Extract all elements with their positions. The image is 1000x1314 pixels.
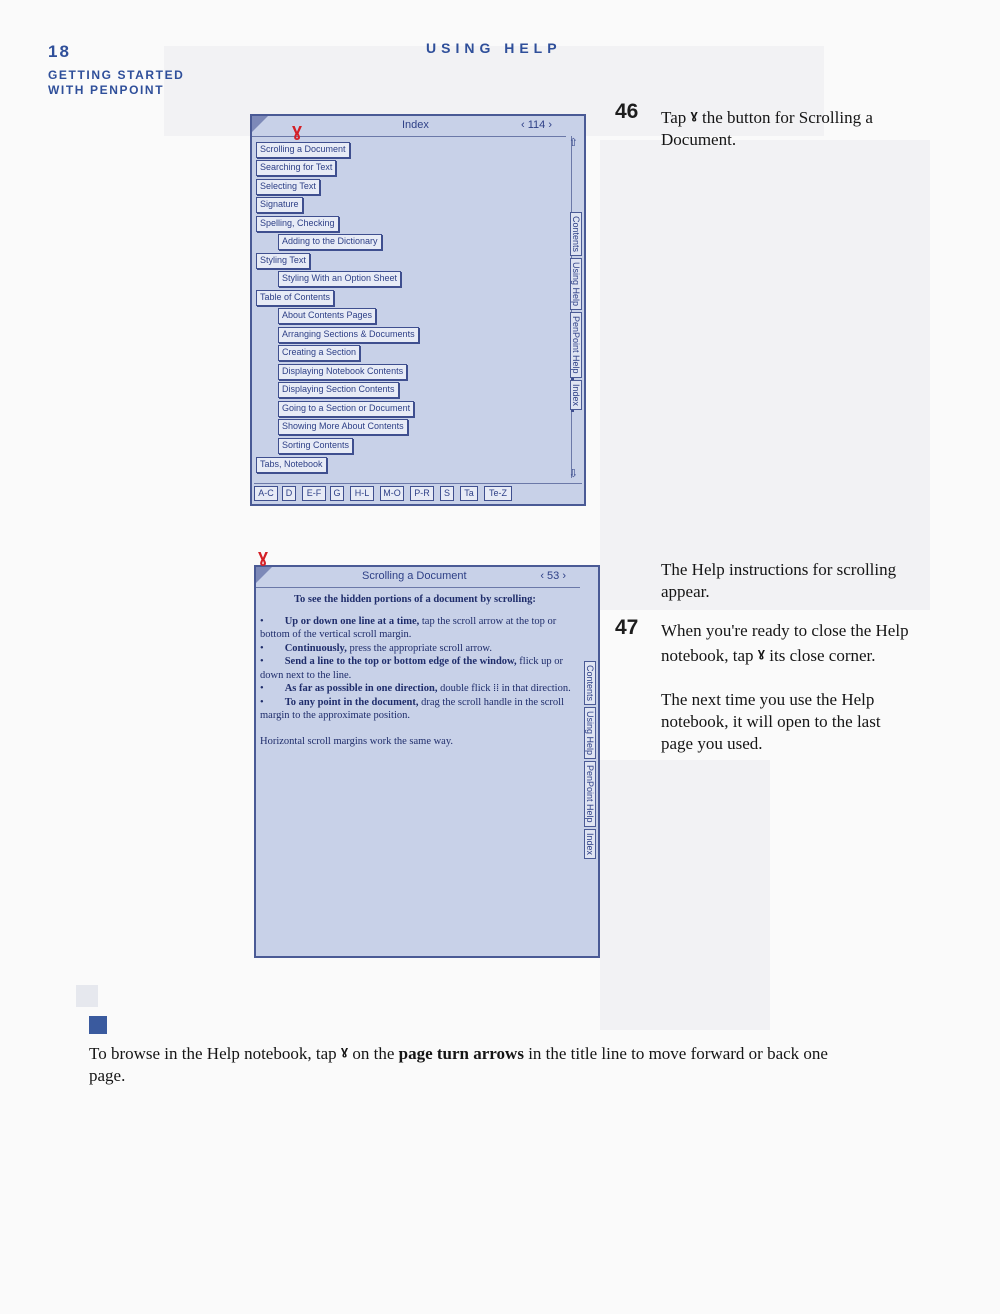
bullet-item: • Up or down one line at a time, tap the scroll arrow at the top or bottom of the vertical scroll margin. — [260, 615, 557, 640]
notebook-tabs — [584, 661, 600, 861]
doc-footer: Horizontal scroll margins work the same way. — [260, 735, 454, 747]
tab-contents[interactable]: Contents — [584, 661, 596, 705]
index-item[interactable]: Creating a Section — [278, 345, 360, 361]
help-page-screen — [254, 565, 600, 958]
doc-heading: To see the hidden portions of a document by scrolling: — [294, 594, 536, 605]
page-turn-arrows[interactable]: ‹ 53 › — [540, 570, 566, 582]
index-letter-button[interactable]: D — [282, 486, 296, 501]
scroll-up-arrow-icon[interactable]: ⇧ — [568, 137, 578, 149]
page-number: 18 — [48, 42, 71, 61]
index-item[interactable]: About Contents Pages — [278, 308, 376, 324]
tab-using-help[interactable]: Using Help — [584, 707, 596, 759]
tip-emphasis: page turn arrows — [398, 1044, 524, 1063]
step-text: its close corner. — [769, 646, 876, 665]
bullet-item: • Continuously, press the appropriate scroll arrow. — [260, 642, 492, 654]
scroll-down-arrow-icon[interactable]: ⇩ — [568, 468, 578, 480]
index-letter-button[interactable]: A-C — [254, 486, 278, 501]
step-text: the button for Scrolling a Document. — [661, 108, 873, 149]
help-document-text — [260, 593, 578, 756]
help-index-screen — [250, 114, 586, 506]
running-title: USING HELP — [426, 40, 562, 56]
tip-text-part: in the title line to move forward or back one page. — [89, 1044, 828, 1085]
index-letter-button[interactable]: M-O — [380, 486, 404, 501]
index-letter-button[interactable]: P-R — [410, 486, 434, 501]
index-letter-bar — [254, 483, 582, 502]
index-item[interactable]: Spelling, Checking — [256, 216, 339, 232]
step-number: 47 — [615, 616, 639, 639]
index-letter-button[interactable]: Te-Z — [484, 486, 512, 501]
index-item[interactable]: Styling Text — [256, 253, 310, 269]
tab-index[interactable]: Index — [584, 829, 596, 859]
index-letter-button[interactable]: Ta — [460, 486, 478, 501]
tip-text-part: on the — [352, 1044, 395, 1063]
bullet-lead: Continuously, — [284, 642, 347, 654]
result-text: The Help instructions for scrolling appear. — [661, 560, 897, 601]
index-item[interactable]: Arranging Sections & Documents — [278, 327, 419, 343]
page-turn-arrows[interactable]: ‹ 114 › — [521, 119, 552, 131]
index-letter-button[interactable]: H-L — [350, 486, 374, 501]
tab-penpoint-help[interactable]: PenPoint Help — [584, 761, 596, 827]
index-item[interactable]: Scrolling a Document — [256, 142, 350, 158]
index-item[interactable]: Showing More About Contents — [278, 419, 408, 435]
bullet-text: press the appropriate scroll arrow. — [346, 642, 492, 654]
chapter-title — [48, 68, 184, 98]
bullet-item: • Send a line to the top or bottom edge of the window, flick up or down next to the line. — [260, 656, 564, 681]
index-item[interactable]: Going to a Section or Document — [278, 401, 414, 417]
index-item[interactable]: Displaying Notebook Contents — [278, 364, 407, 380]
index-item[interactable]: Displaying Section Contents — [278, 382, 399, 398]
screen-title: Scrolling a Document — [362, 570, 467, 582]
page-header — [48, 42, 184, 98]
index-item[interactable]: Signature — [256, 197, 303, 213]
tab-index[interactable]: Index — [570, 380, 582, 410]
pen-tap-mark-icon: ɣ — [292, 120, 303, 140]
bullet-item: • As far as possible in one direction, double flick ⁞⁞ in that direction. — [260, 683, 571, 694]
title-line — [256, 567, 580, 588]
pen-tap-mark-icon: ɣ — [258, 546, 269, 566]
bullet-text: double flick ⁞⁞ in that direction. — [437, 683, 571, 694]
bullet-lead: As far as possible in one direction, — [284, 683, 438, 694]
bullet-item: • To any point in the document, drag the scroll handle in the scroll margin to the approximate position. — [260, 696, 564, 721]
index-item[interactable]: Sorting Contents — [278, 438, 353, 454]
bullet-lead: Send a line to the top or bottom edge of the window, — [284, 656, 517, 667]
bleed-through-panel — [600, 140, 930, 610]
bullet-lead: Up or down one line at a time, — [284, 615, 420, 627]
bullet-text: tap the scroll arrow at the top or bottom of the vertical scroll margin. — [260, 615, 557, 640]
tap-gesture-icon: ɣ — [690, 107, 698, 122]
chapter-title-line2: WITH PENPOINT — [48, 83, 165, 97]
step-text: When you're ready to close the Help notebook, tap — [661, 621, 909, 665]
result-text: The next time you use the Help notebook, it will open to the last page you used. — [661, 690, 881, 753]
notebook-tabs — [570, 212, 586, 412]
tab-penpoint-help[interactable]: PenPoint Help — [570, 312, 582, 378]
index-item[interactable]: Selecting Text — [256, 179, 320, 195]
tap-gesture-icon: ɣ — [340, 1043, 349, 1058]
note-marker-icon — [89, 1016, 107, 1034]
index-item[interactable]: Table of Contents — [256, 290, 334, 306]
tap-gesture-icon: ɣ — [757, 645, 766, 660]
index-letter-button[interactable]: G — [330, 486, 344, 501]
index-letter-button[interactable]: E-F — [302, 486, 326, 501]
index-item[interactable]: Searching for Text — [256, 160, 336, 176]
index-letter-button[interactable]: S — [440, 486, 454, 501]
step-46-text — [661, 104, 921, 151]
tab-using-help[interactable]: Using Help — [570, 258, 582, 310]
step-number: 46 — [615, 100, 639, 123]
bullet-text: flick up or down next to the line. — [260, 656, 564, 681]
bleed-through-panel — [76, 985, 98, 1007]
index-item[interactable]: Adding to the Dictionary — [278, 234, 382, 250]
chapter-title-line1: GETTING STARTED — [48, 68, 185, 82]
index-item[interactable]: Styling With an Option Sheet — [278, 271, 401, 287]
bleed-through-panel — [600, 760, 770, 1030]
bullet-lead: To any point in the document, — [284, 696, 419, 708]
tip-text — [89, 1040, 849, 1087]
screen-title: Index — [402, 119, 429, 131]
tip-text-part: To browse in the Help notebook, tap — [89, 1044, 337, 1063]
tab-contents[interactable]: Contents — [570, 212, 582, 256]
index-item[interactable]: Tabs, Notebook — [256, 457, 327, 473]
step-47-text — [661, 620, 921, 667]
bullet-text: drag the scroll handle in the scroll margin to the approximate position. — [260, 696, 564, 721]
step-text: Tap — [661, 108, 687, 127]
